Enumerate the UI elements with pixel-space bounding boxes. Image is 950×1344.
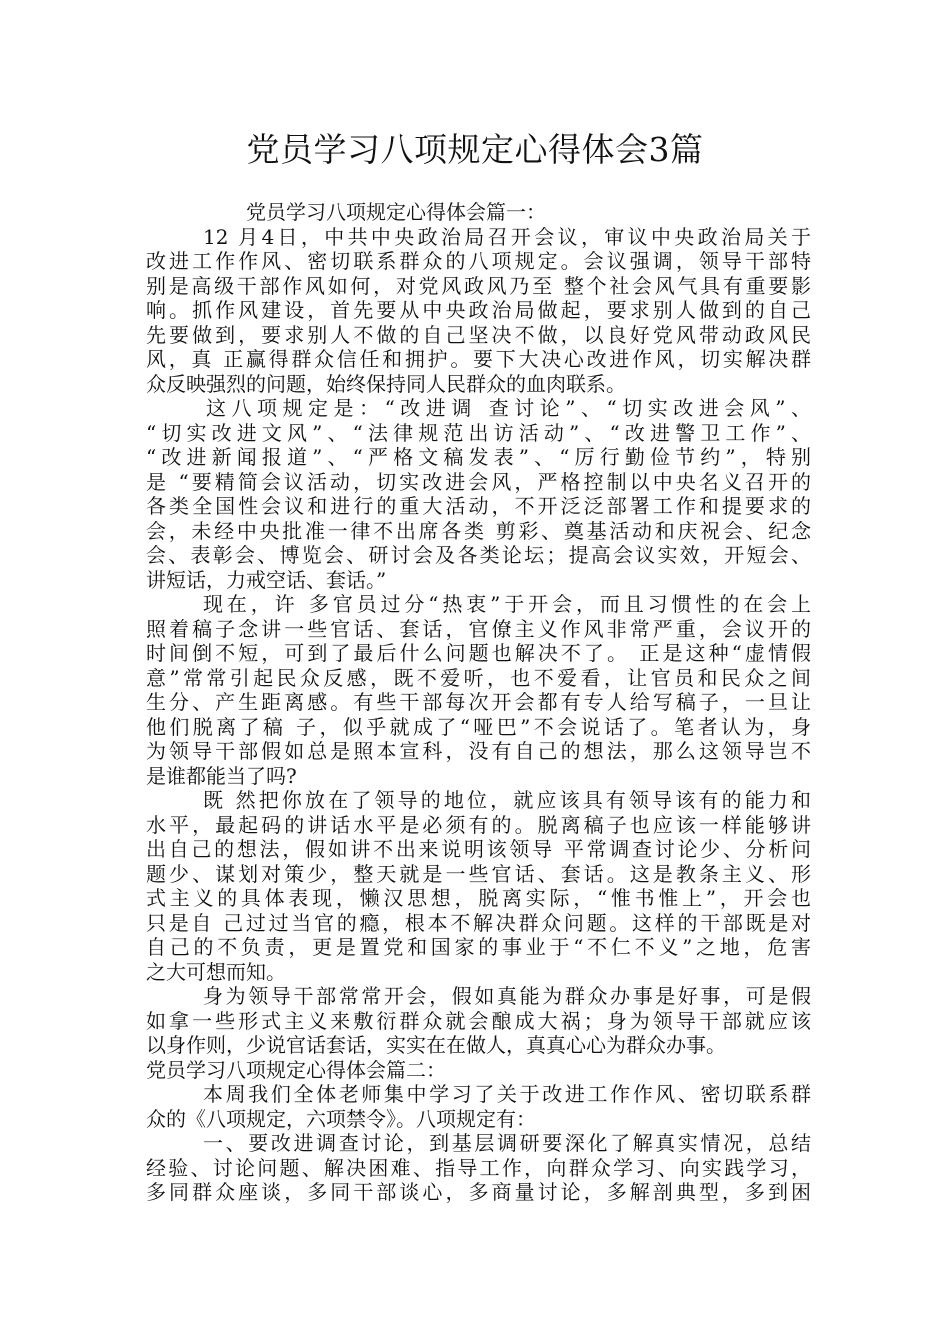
document-body	[146, 200, 811, 1205]
paragraph-line: 题少、谋划对策少，整天就是一些官话、套话。这是教条主义、形	[146, 861, 811, 886]
paragraph-line: 既 然把你放在了领导的地位，就应该具有领导该有的能力和	[203, 788, 811, 812]
paragraph-line: 意”常常引起民众反感，既不爱听，也不爱看，让官员和民众之间	[146, 665, 811, 690]
paragraph-line: 先要做到，要求别人不做的自己坚决不做，以良好党风带动政风民	[146, 322, 811, 347]
paragraph-line: 生分、产生距离感。有些干部每次开会都有专人给写稿子，一旦让	[146, 690, 811, 714]
paragraph-line: 水平，最起码的讲话水平是必须有的。脱离稿子也应该一样能够讲	[146, 812, 811, 837]
document-title: 党员学习八项规定心得体会3篇	[246, 130, 704, 169]
paragraph-line: 一、要改进调查讨论，到基层调研要深化了解真实情况，总结	[203, 1131, 811, 1155]
paragraph-line: 12 月4日，中共中央政治局召开会议，审议中央政治局关于	[203, 224, 811, 249]
paragraph-line: 改进工作作风、密切联系群众的八项规定。会议强调，领导干部特	[146, 249, 811, 273]
paragraph-line: 之大可想而知。	[146, 959, 286, 984]
paragraph-line: 只是自 己过过当官的瘾，根本不解决群众问题。这样的干部既是对	[146, 910, 811, 935]
paragraph-line: 为领导干部假如总是照本宣科，没有自己的想法，那么这领导岂不	[146, 739, 811, 763]
paragraph-line: 照着稿子念讲一些官话、套话，官僚主义作风非常严重，会议开的	[146, 616, 811, 641]
paragraph-line: 经验、讨论问题、解决困难、指导工作，向群众学习、向实践学习，	[146, 1155, 811, 1180]
paragraph-line: 是谁都能当了吗?	[146, 763, 297, 788]
paragraph-line: 式主义的具体表现，懒汉思想，脱离实际，“惟书惟上”，开会也	[146, 886, 811, 910]
paragraph-line: 响。抓作风建设，首先要从中央政治局做起，要求别人做到的自己	[146, 298, 811, 322]
paragraph-line: 众反映强烈的问题，始终保持同人民群众的血肉联系。	[146, 371, 626, 396]
paragraph-line: 多同群众座谈，多同干部谈心，多商量讨论，多解剖典型，多到困	[146, 1180, 811, 1204]
paragraph-line: 是 “要精简会议活动，切实改进会风，严格控制以中央名义召开的	[146, 469, 811, 494]
paragraph-line: 自己的不负责，更是置党和国家的事业于“不仁不义”之地，危害	[146, 935, 811, 959]
paragraph-line: 会、表彰会、博览会、研讨会及各类论坛；提高会议实效，开短会、	[146, 543, 811, 567]
section-heading-2: 党员学习八项规定心得体会篇二：	[146, 1057, 446, 1082]
paragraph-line: 风，真 正赢得群众信任和拥护。要下大决心改进作风，切实解决群	[146, 347, 811, 371]
paragraph-line: 如拿一些形式主义来敷衍群众就会酿成大祸；身为领导干部就应该	[146, 1008, 811, 1033]
paragraph-line: 讲短话，力戒空话、套话。”	[146, 567, 387, 592]
paragraph-line: 各类全国性会议和进行的重大活动，不开泛泛部署工作和提要求的	[146, 494, 811, 518]
paragraph-line: “切实改进文风”、“法律规范出访活动”、“改进警卫工作”、	[146, 420, 811, 445]
paragraph-line: 以身作则，少说官话套话，实实在在做人，真真心心为群众办事。	[146, 1033, 726, 1057]
section-heading-1: 党员学习八项规定心得体会篇一：	[246, 200, 546, 224]
paragraph-line: 时间倒不短，可到了最后什么问题也解决不了。 正是这种“虚情假	[146, 641, 811, 665]
paragraph-line: 现在，许 多官员过分“热衷”于开会，而且习惯性的在会上	[203, 592, 811, 616]
paragraph-line: 别是高级干部作风如何，对党风政风乃至 整个社会风气具有重要影	[146, 273, 811, 298]
paragraph-line: 他们脱离了稿 子，似乎就成了“哑巴”不会说话了。笔者认为，身	[146, 714, 811, 739]
paragraph-line: 本周我们全体老师集中学习了关于改进工作作风、密切联系群	[203, 1082, 811, 1106]
paragraph-line: 出自己的想法，假如讲不出来说明该领导 平常调查讨论少、分析问	[146, 837, 811, 861]
paragraph-line: 这八项规定是：“改进调 查讨论”、“切实改进会风”、	[206, 396, 811, 420]
paragraph-line: 众的《八项规定，六项禁令》。八项规定有：	[146, 1106, 536, 1131]
paragraph-line: 身为领导干部常常开会，假如真能为群众办事是好事，可是假	[203, 984, 811, 1008]
paragraph-line: 会，未经中央批准一律不出席各类 剪彩、奠基活动和庆祝会、纪念	[146, 518, 811, 543]
paragraph-line: “改进新闻报道”、“严格文稿发表”、“厉行勤俭节约”，特别	[146, 445, 811, 469]
